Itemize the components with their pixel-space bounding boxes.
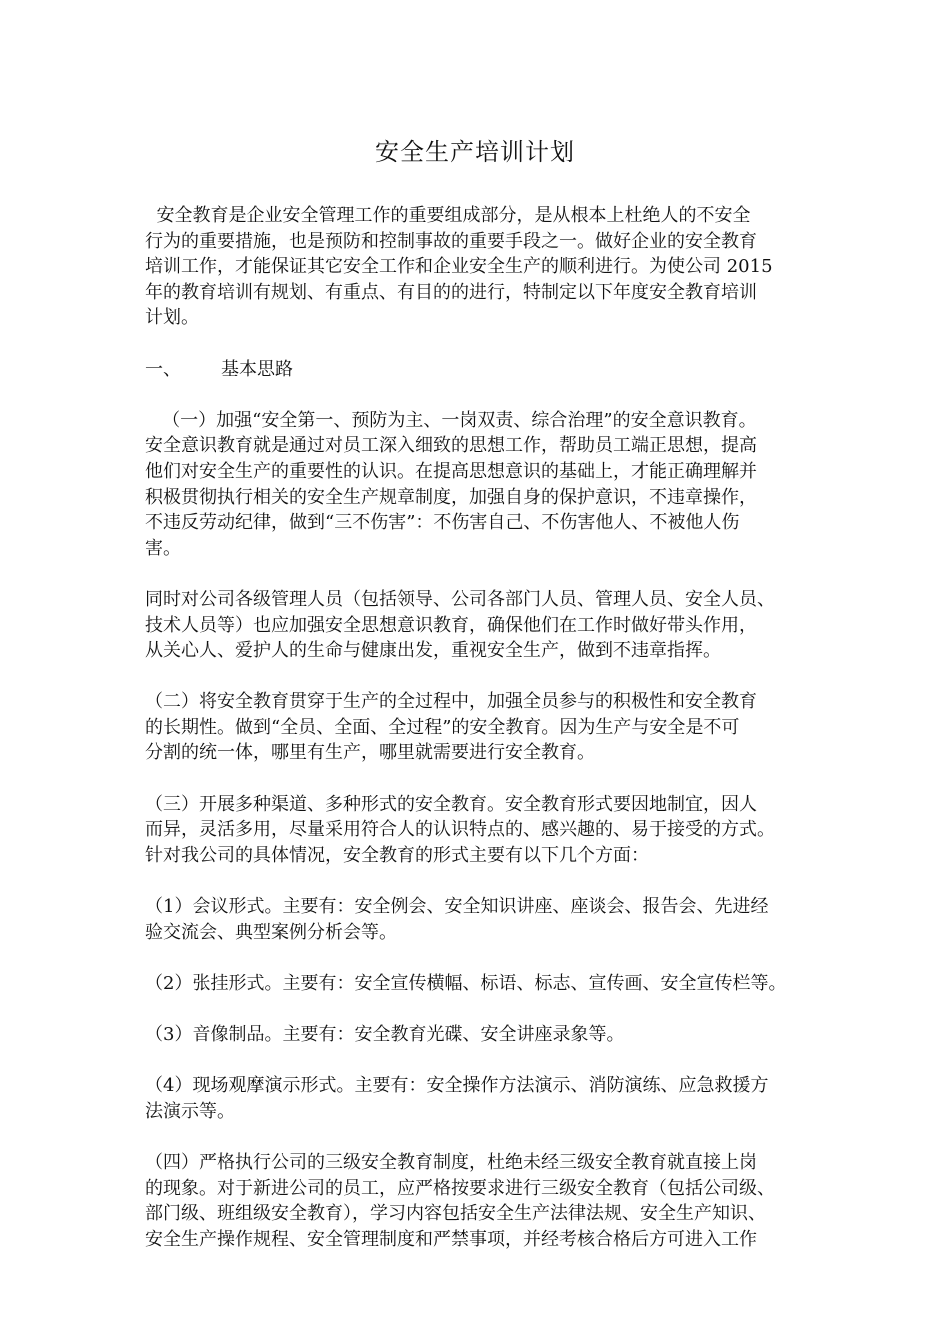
text-line: 行为的重要措施，也是预防和控制事故的重要手段之一。做好企业的安全教育 <box>145 230 757 252</box>
list-item-3 <box>145 1022 825 1048</box>
text-line: 针对我公司的具体情况，安全教育的形式主要有以下几个方面： <box>145 844 649 866</box>
text-line: 验交流会、典型案例分析会等。 <box>145 921 397 943</box>
text-line: 安全意识教育就是通过对员工深入细致的思想工作，帮助员工端正思想，提高 <box>145 435 757 457</box>
text-line: （四）严格执行公司的三级安全教育制度，杜绝未经三级安全教育就直接上岗 <box>145 1151 757 1173</box>
section-title: 基本思路 <box>221 358 293 380</box>
text-line: 技术人员等）也应加强安全思想意识教育，确保他们在工作时做好带头作用， <box>145 614 757 636</box>
list-item-2 <box>145 971 825 997</box>
text-line: 年的教育培训有规划、有重点、有目的的进行，特制定以下年度安全教育培训 <box>145 281 757 303</box>
text-line: 不违反劳动纪律，做到“三不伤害”：不伤害自己、不伤害他人、不被他人伤 <box>145 512 740 534</box>
paragraph-3 <box>145 689 825 766</box>
text-line: （4）现场观摩演示形式。主要有：安全操作方法演示、消防演练、应急救援方 <box>145 1075 769 1097</box>
section-number: 一、 <box>145 358 181 380</box>
text-line: （3）音像制品。主要有：安全教育光碟、安全讲座录象等。 <box>145 1024 625 1045</box>
text-line: （一）加强“安全第一、预防为主、一岗双责、综合治理”的安全意识教育。 <box>145 409 757 431</box>
text-line: 培训工作，才能保证其它安全工作和企业安全生产的顺利进行。为使公司 2015 <box>145 256 773 278</box>
text-line: （2）张挂形式。主要有：安全宣传横幅、标语、标志、宣传画、安全宣传栏等。 <box>145 972 787 994</box>
text-line: 他们对安全生产的重要性的认识。在提高思想意识的基础上，才能正确理解并 <box>145 460 757 482</box>
text-line: 而异，灵活多用，尽量采用符合人的认识特点的、感兴趣的、易于接受的方式。 <box>145 819 775 841</box>
text-line: 安全教育是企业安全管理工作的重要组成部分，是从根本上杜绝人的不安全 <box>145 205 751 226</box>
text-line: 积极贯彻执行相关的安全生产规章制度，加强自身的保护意识，不违章操作， <box>145 486 757 508</box>
text-line: （三）开展多种渠道、多种形式的安全教育。安全教育形式要因地制宜，因人 <box>145 793 757 815</box>
paragraph-2 <box>145 587 825 664</box>
text-line: 从关心人、爱护人的生命与健康出发，重视安全生产，做到不违章指挥。 <box>145 640 721 662</box>
text-line: 计划。 <box>145 307 199 329</box>
text-line: 分割的统一体，哪里有生产，哪里就需要进行安全教育。 <box>145 742 595 764</box>
text-line: 同时对公司各级管理人员（包括领导、公司各部门人员、管理人员、安全人员、 <box>145 588 775 610</box>
text-line: 部门级、班组级安全教育），学习内容包括安全生产法律法规、安全生产知识、 <box>145 1203 766 1225</box>
list-item-1 <box>145 894 825 945</box>
paragraph-4 <box>145 792 825 869</box>
paragraph-1 <box>145 408 825 562</box>
section-heading <box>145 357 825 383</box>
document-body <box>145 203 825 1252</box>
text-line: 的长期性。做到“全员、全面、全过程”的安全教育。因为生产与安全是不可 <box>145 716 740 738</box>
paragraph-5 <box>145 1150 825 1252</box>
text-line: 害。 <box>145 537 181 559</box>
text-line: 法演示等。 <box>145 1100 235 1122</box>
text-line: （1）会议形式。主要有：安全例会、安全知识讲座、座谈会、报告会、先进经 <box>145 896 769 918</box>
text-line: 安全生产操作规程、安全管理制度和严禁事项，并经考核合格后方可进入工作 <box>145 1228 757 1250</box>
list-item-4 <box>145 1073 825 1124</box>
text-line: （二）将安全教育贯穿于生产的全过程中，加强全员参与的积极性和安全教育 <box>145 691 757 713</box>
text-line: 的现象。对于新进公司的员工，应严格按要求进行三级安全教育（包括公司级、 <box>145 1177 775 1199</box>
intro-paragraph <box>145 203 825 331</box>
document-title: 安全生产培训计划 <box>375 138 575 166</box>
